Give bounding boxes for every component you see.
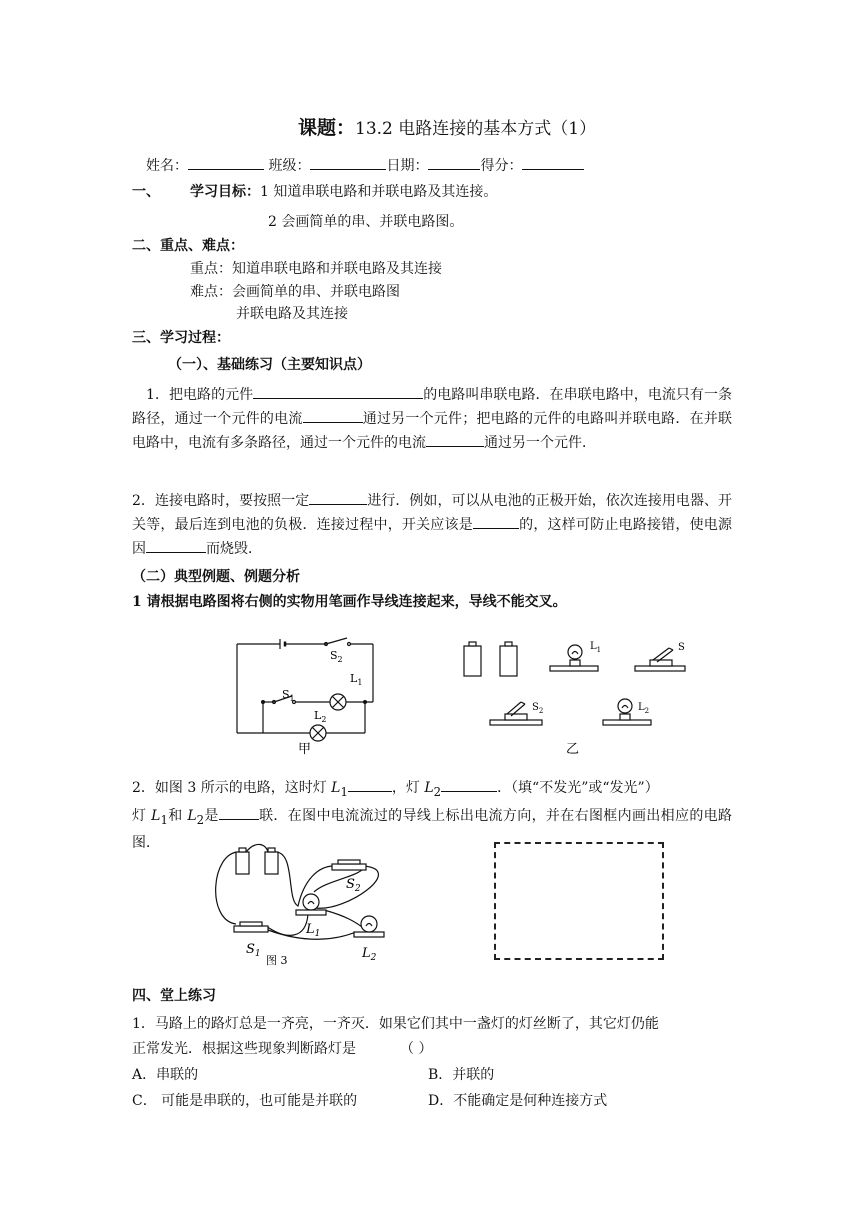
paragraph-1 <box>132 383 732 455</box>
key-point: 重点：知道串联电路和并联电路及其连接 <box>190 261 442 277</box>
q2-lamp-l2-again: L <box>187 807 197 824</box>
p2-blank-3[interactable] <box>146 537 206 553</box>
practice-q1-line1: 1．马路上的路灯总是一齐亮，一齐灭．如果它们其中一盏灯的灯丝断了，其它灯仍能 <box>132 1016 659 1032</box>
goal-line-1 <box>190 182 497 202</box>
battery-left <box>236 848 249 874</box>
answer-parentheses[interactable]: （ ） <box>400 1041 433 1057</box>
label-s2: $S_2$ <box>532 702 544 715</box>
subheading-examples: （二）典型例题、例题分析 <box>132 569 300 585</box>
caption-fig3: 图 3 <box>266 954 288 967</box>
switch-s2-blade <box>326 638 347 644</box>
q2-blank-2[interactable] <box>441 776 497 792</box>
goal-1: 1 知道串联电路和并联电路及其连接。 <box>260 184 498 200</box>
circuit-picture-fig3 <box>206 840 416 966</box>
label-s2: $S_2$ <box>330 649 343 664</box>
section2-heading: 二、重点、难点： <box>132 238 244 254</box>
option-d[interactable]: D．不能确定是何种连接方式 <box>428 1093 608 1109</box>
battery-right <box>500 642 517 676</box>
info-line <box>146 154 584 176</box>
score-blank[interactable] <box>522 154 584 170</box>
q2-text-c: ．（填“不发光”或“发光”） <box>497 780 659 796</box>
p2-text-b: 进行．例如，可以从电池的正极开始，依次连接用电器、开关等，最后连到电池的负极．连接过程中，开关应该是 <box>132 493 732 533</box>
option-c[interactable]: C． 可能是串联的，也可能是并联的 <box>132 1093 358 1109</box>
label-l1: $L_1$ <box>306 922 321 939</box>
p1-text-a: 1．把电路的元件 <box>146 387 254 403</box>
circuit-diagram-jia <box>230 636 380 756</box>
q2-lamp-l1: L <box>331 780 341 796</box>
q2-lamp-l2-again-sub: 2 <box>196 812 205 827</box>
practice-q1-text: 正常发光．根据这些现象判断路灯是 <box>132 1041 356 1057</box>
title-text: 13.2 电路连接的基本方式（1） <box>355 119 597 139</box>
label-l1: $L_1$ <box>590 641 602 654</box>
goal-2: 2 会画简单的串、并联电路图。 <box>268 214 464 230</box>
p2-blank-2[interactable] <box>473 513 519 529</box>
q2-text-f: 是 <box>204 807 219 824</box>
class-blank[interactable] <box>310 154 386 170</box>
class-label: 班级： <box>268 158 311 174</box>
p1-text-b: 的电路叫串联电路．在串联电路中，电流只有一条路径，通过一个元件的电流 <box>132 387 732 427</box>
switch-s2 <box>332 860 366 870</box>
score-label: 得分： <box>480 158 523 174</box>
caption-jia: 甲 <box>298 742 312 757</box>
battery-right <box>265 848 278 874</box>
p1-blank-1[interactable] <box>253 383 423 399</box>
name-label: 姓名： <box>146 158 188 174</box>
p2-text-d: 而烧毁． <box>206 541 262 557</box>
question-1: 1 请根据电路图将右侧的实物用笔画作导线连接起来，导线不能交叉。 <box>132 594 567 610</box>
q2-lamp-l1-again: L <box>151 807 161 824</box>
subheading-basic-practice: （一）、基础练习（主要知识点） <box>168 357 371 373</box>
difficult-point-1: 难点：会画简单的串、并联电路图 <box>190 284 400 300</box>
goal-label: 学习目标： <box>190 184 260 200</box>
q2-lamp-l1-sub: 1 <box>340 784 348 799</box>
q2-text-d: 灯 <box>132 807 152 824</box>
battery-left <box>464 642 481 676</box>
lamp-l2 <box>354 916 384 937</box>
label-l2: $L_2$ <box>314 709 327 724</box>
answer-drawing-box[interactable] <box>494 842 664 960</box>
switch-s1 <box>234 922 268 932</box>
practice-q1-line2 <box>132 1039 432 1059</box>
q2-lamp-l2-sub: 2 <box>433 784 442 799</box>
q2-lamp-l2: L <box>424 780 434 796</box>
p1-blank-3[interactable] <box>426 431 484 447</box>
label-s: S <box>678 642 685 653</box>
date-label: 日期： <box>386 158 429 174</box>
label-s2: $S_2$ <box>346 877 361 894</box>
p1-text-d: 通过另一个元件． <box>484 435 596 451</box>
q2-text-a: 2．如图 3 所示的电路，这时灯 <box>132 780 332 796</box>
date-blank[interactable] <box>428 154 480 170</box>
label-l1: $L_1$ <box>350 672 363 687</box>
section4-heading: 四、堂上练习 <box>132 988 216 1004</box>
q2-blank-1[interactable] <box>348 776 392 792</box>
label-s1: $S_1$ <box>282 688 295 703</box>
difficult-point-2: 并联电路及其连接 <box>236 306 348 322</box>
q2-text-e: 和 <box>167 807 188 824</box>
label-l2: $L_2$ <box>362 946 377 963</box>
title-label: 课题： <box>298 117 356 139</box>
label-s1: $S_1$ <box>246 942 261 959</box>
component-picture-yi <box>460 636 720 760</box>
label-l2: $L_2$ <box>638 702 650 715</box>
p1-blank-2[interactable] <box>303 407 363 423</box>
q2-text-g: 联．在图中电流流过的导线上标出电流方向，并在右图框内画出相应的电路图． <box>132 807 733 851</box>
section3-heading: 三、学习过程： <box>132 330 230 346</box>
q2-blank-3[interactable] <box>219 804 259 820</box>
p2-text-c: 的，这样可防止电路接错，使电源因 <box>132 517 732 557</box>
p1-text-c: 通过另一个元件；把电路的元件的电路叫并联电路．在并联电路中，电流有多条路径，通过一个元件的电流 <box>132 411 733 451</box>
paragraph-2 <box>132 489 732 561</box>
p2-blank-1[interactable] <box>309 489 367 505</box>
section1-heading: 一、 <box>132 184 160 200</box>
option-b[interactable]: B．并联的 <box>428 1067 495 1083</box>
p2-text-a: 2．连接电路时，要按照一定 <box>132 493 310 509</box>
name-blank[interactable] <box>188 154 264 170</box>
option-a[interactable]: A．串联的 <box>132 1067 199 1083</box>
page-title <box>298 118 596 139</box>
q2-lamp-l1-again-sub: 1 <box>160 812 168 827</box>
q2-text-b: ，灯 <box>391 780 425 796</box>
caption-yi: 乙 <box>566 742 580 757</box>
